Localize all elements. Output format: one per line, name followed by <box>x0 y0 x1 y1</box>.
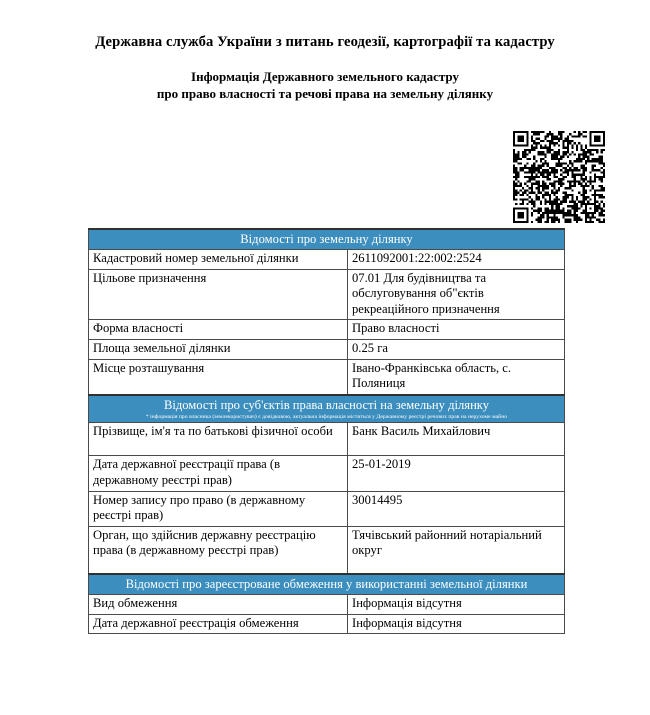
row-label: Орган, що здійснив державну реєстрацію права (в державному реєстрі прав) <box>89 526 348 574</box>
table-row <box>89 456 565 491</box>
row-label: Форма власності <box>89 320 348 340</box>
row-label: Місце розташування <box>89 359 348 395</box>
agency-title: Державна служба України з питань геодезії, картографії та кадастру <box>95 34 555 50</box>
section-header-row <box>89 395 565 423</box>
table-row <box>89 526 565 574</box>
table-row <box>89 320 565 340</box>
document-subtitle-line-1: Інформація Державного земельного кадастру <box>191 69 459 84</box>
row-value: Тячівський районний нотаріальний округ <box>348 526 565 574</box>
row-label: Цільове призначення <box>89 269 348 320</box>
table-row <box>89 423 565 456</box>
row-label: Кадастровий номер земельної ділянки <box>89 250 348 270</box>
section-header-row <box>89 574 565 595</box>
row-value: 07.01 Для будівництва та обслуговування об"єктів рекреаційного призначення <box>348 269 565 320</box>
table-row <box>89 595 565 615</box>
table-row <box>89 491 565 526</box>
row-value: 30014495 <box>348 491 565 526</box>
section-header-cell <box>89 574 565 595</box>
row-label: Вид обмеження <box>89 595 348 615</box>
section-title: Відомості про суб'єктів права власності на земельну ділянку <box>163 397 490 412</box>
row-value: Інформація відсутня <box>348 614 565 634</box>
section-header-cell <box>89 395 565 423</box>
row-value: Право власності <box>348 320 565 340</box>
row-value: Івано-Франківська область, с. Поляниця <box>348 359 565 395</box>
row-label: Площа земельної ділянки <box>89 339 348 359</box>
document-subtitle <box>0 68 650 102</box>
table-row <box>89 614 565 634</box>
row-label: Номер запису про право (в державному реєстрі прав) <box>89 491 348 526</box>
row-value: 2611092001:22:002:2524 <box>348 250 565 270</box>
table-row <box>89 269 565 320</box>
table-row <box>89 250 565 270</box>
row-value: 25-01-2019 <box>348 456 565 491</box>
row-value: Інформація відсутня <box>348 595 565 615</box>
qr-code <box>513 131 605 223</box>
table-row <box>89 359 565 395</box>
section-title: Відомості про зареєстроване обмеження у використанні земельної ділянки <box>125 577 528 592</box>
row-label: Дата державної реєстрації права (в державному реєстрі прав) <box>89 456 348 491</box>
section-footnote: * інформація про власника (землекористувач) є довідковою, актуальна інформація міститься у Державному реєстрі речових прав на нерухоме майно <box>145 413 508 420</box>
section-header-row <box>89 229 565 250</box>
section-header-cell <box>89 229 565 250</box>
row-value: 0.25 га <box>348 339 565 359</box>
row-label: Прізвище, ім'я та по батькові фізичної особи <box>89 423 348 456</box>
row-value: Банк Василь Михайлович <box>348 423 565 456</box>
table-row <box>89 339 565 359</box>
row-label: Дата державної реєстрація обмеження <box>89 614 348 634</box>
section-title: Відомості про земельну ділянку <box>240 232 413 246</box>
document-subtitle-line-2: про право власності та речові права на земельну ділянку <box>156 86 494 101</box>
cadastre-info-table <box>88 228 565 634</box>
